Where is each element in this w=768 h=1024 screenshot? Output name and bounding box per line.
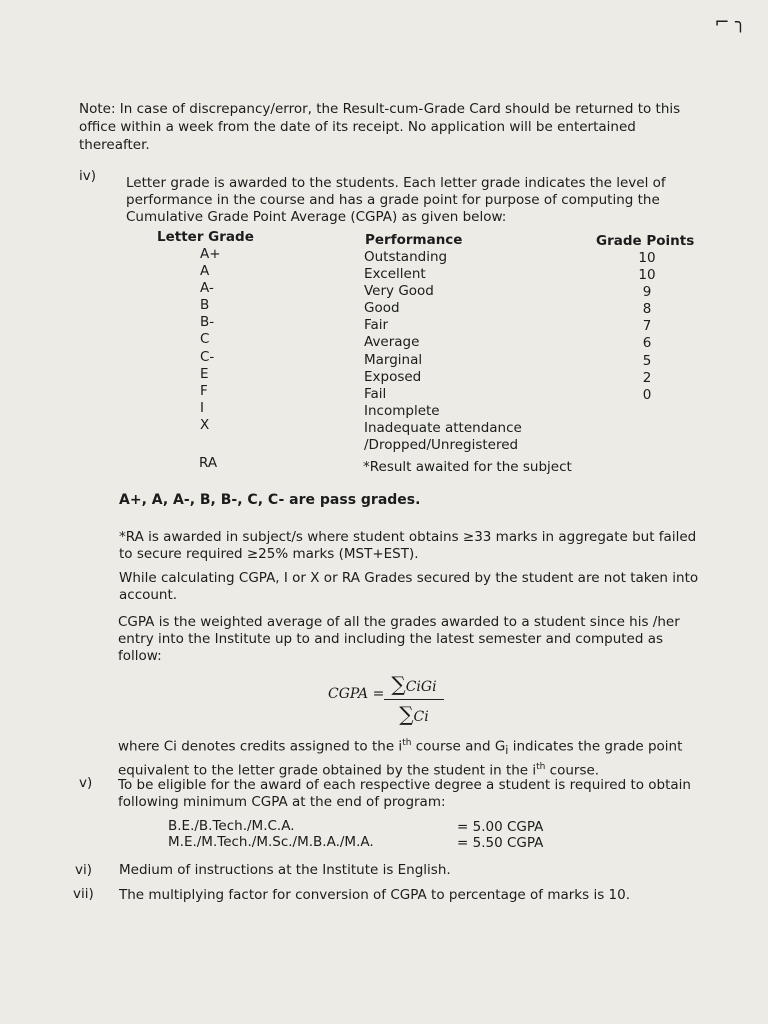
subscript: i [505, 744, 509, 758]
grade-point: 5 [642, 352, 652, 369]
section-vii-text: The multiplying factor for conversion of CGPA to percentage of marks is 10. [119, 887, 630, 903]
grade-point: 0 [642, 386, 652, 403]
performance-label: Very Good [364, 283, 434, 300]
letter-grade-ra: RA [199, 455, 218, 471]
denominator-text: Ci [413, 709, 429, 725]
letter-grade: C [200, 331, 210, 348]
letter-grade: B- [200, 314, 215, 331]
corner-mark: ⌐ ╮ [714, 12, 746, 33]
header-letter-grade: Letter Grade [157, 229, 254, 245]
formula-lhs: CGPA = [328, 686, 385, 702]
section-vi-text: Medium of instructions at the Institute is English. [119, 862, 451, 878]
where-text: where Ci denotes credits assigned to the i [118, 738, 403, 755]
degree-name: M.E./M.Tech./M.Sc./M.B.A./M.A. [168, 834, 374, 850]
grade-point: 2 [642, 369, 652, 386]
performance-label: Fail [364, 385, 387, 402]
grade-point: 10 [638, 267, 656, 284]
performance-label: Marginal [364, 351, 423, 368]
grade-point: 8 [642, 301, 652, 318]
degree-name: B.E./B.Tech./M.C.A. [168, 818, 295, 834]
letter-grade: B [200, 297, 210, 314]
section-v-label: v) [79, 775, 93, 791]
sigma-symbol: ∑ [399, 702, 414, 726]
where-text: indicates the grade point equivalent to the letter grade obtained by the student in the i [118, 738, 683, 779]
section-vi-label: vi) [75, 862, 93, 878]
letter-grade: A+ [200, 246, 221, 262]
performance-label: Fair [364, 317, 389, 334]
section-vii-label: vii) [73, 886, 94, 902]
performance-label: Inadequate attendance [364, 419, 522, 436]
letter-grade: A- [200, 280, 214, 297]
performance-label: /Dropped/Unregistered [364, 437, 519, 454]
performance-column [364, 249, 522, 454]
letter-grade: X [200, 416, 210, 433]
performance-label: Exposed [364, 368, 422, 385]
letter-grade-column [200, 246, 221, 434]
grade-point: 6 [642, 335, 652, 352]
degree-cgpa: = 5.00 CGPA [457, 819, 544, 835]
letter-grade: C- [200, 348, 215, 365]
section-iv-label: iv) [79, 168, 97, 184]
where-explanation [118, 735, 703, 780]
note-paragraph: Note: In case of discrepancy/error, the Result-cum-Grade Card should be returned to this office within a week from the date of its receipt. No application will be entertained thereafter. [79, 101, 681, 153]
letter-grade: F [200, 382, 208, 399]
formula-numerator [384, 672, 444, 700]
grade-point: 10 [638, 250, 656, 266]
cgpa-exclusion-note: While calculating CGPA, I or X or RA Grades secured by the student are not taken into account. [119, 570, 699, 603]
degree-cgpa: = 5.50 CGPA [457, 835, 544, 851]
section-v-text: To be eligible for the award of each respective degree a student is required to obtain following minimum CGPA at the end of program: [118, 777, 691, 810]
superscript: th [536, 762, 546, 773]
superscript: th [402, 738, 412, 748]
performance-label: Excellent [364, 266, 426, 283]
performance-label: Incomplete [364, 402, 440, 419]
sigma-symbol: ∑ [391, 672, 406, 696]
performance-label: Outstanding [364, 249, 448, 265]
section-iv-text: Letter grade is awarded to the students. Each letter grade indicates the level of performance in the course and has a grade point for purpose of computing the Cumulative Grade Point Average (CGPA) as given below: [126, 175, 666, 225]
formula-fraction [384, 672, 444, 726]
ra-note: *RA is awarded in subject/s where student obtains ≥33 marks in aggregate but failed to secure required ≥25% marks (MST+EST). [119, 529, 697, 562]
formula-denominator [384, 700, 444, 726]
letter-grade: I [200, 399, 204, 416]
where-text: course and G [411, 738, 506, 755]
letter-grade: A [200, 263, 210, 280]
where-text: course. [545, 762, 600, 779]
performance-label: Good [364, 300, 400, 317]
grade-points-column [627, 250, 667, 404]
header-performance: Performance [365, 232, 463, 248]
header-grade-points: Grade Points [596, 233, 695, 249]
pass-grades-statement: A+, A, A-, B, B-, C, C- are pass grades. [119, 492, 421, 508]
performance-label: Average [364, 334, 420, 351]
numerator-text: CiGi [405, 679, 437, 695]
letter-grade: E [200, 365, 209, 382]
grade-point: 7 [642, 318, 652, 335]
performance-ra: *Result awaited for the subject [363, 459, 572, 475]
cgpa-definition: CGPA is the weighted average of all the grades awarded to a student since his /her entry into the Institute up to and including the latest semester and computed as follow: [118, 614, 680, 664]
grade-point: 9 [642, 284, 652, 301]
